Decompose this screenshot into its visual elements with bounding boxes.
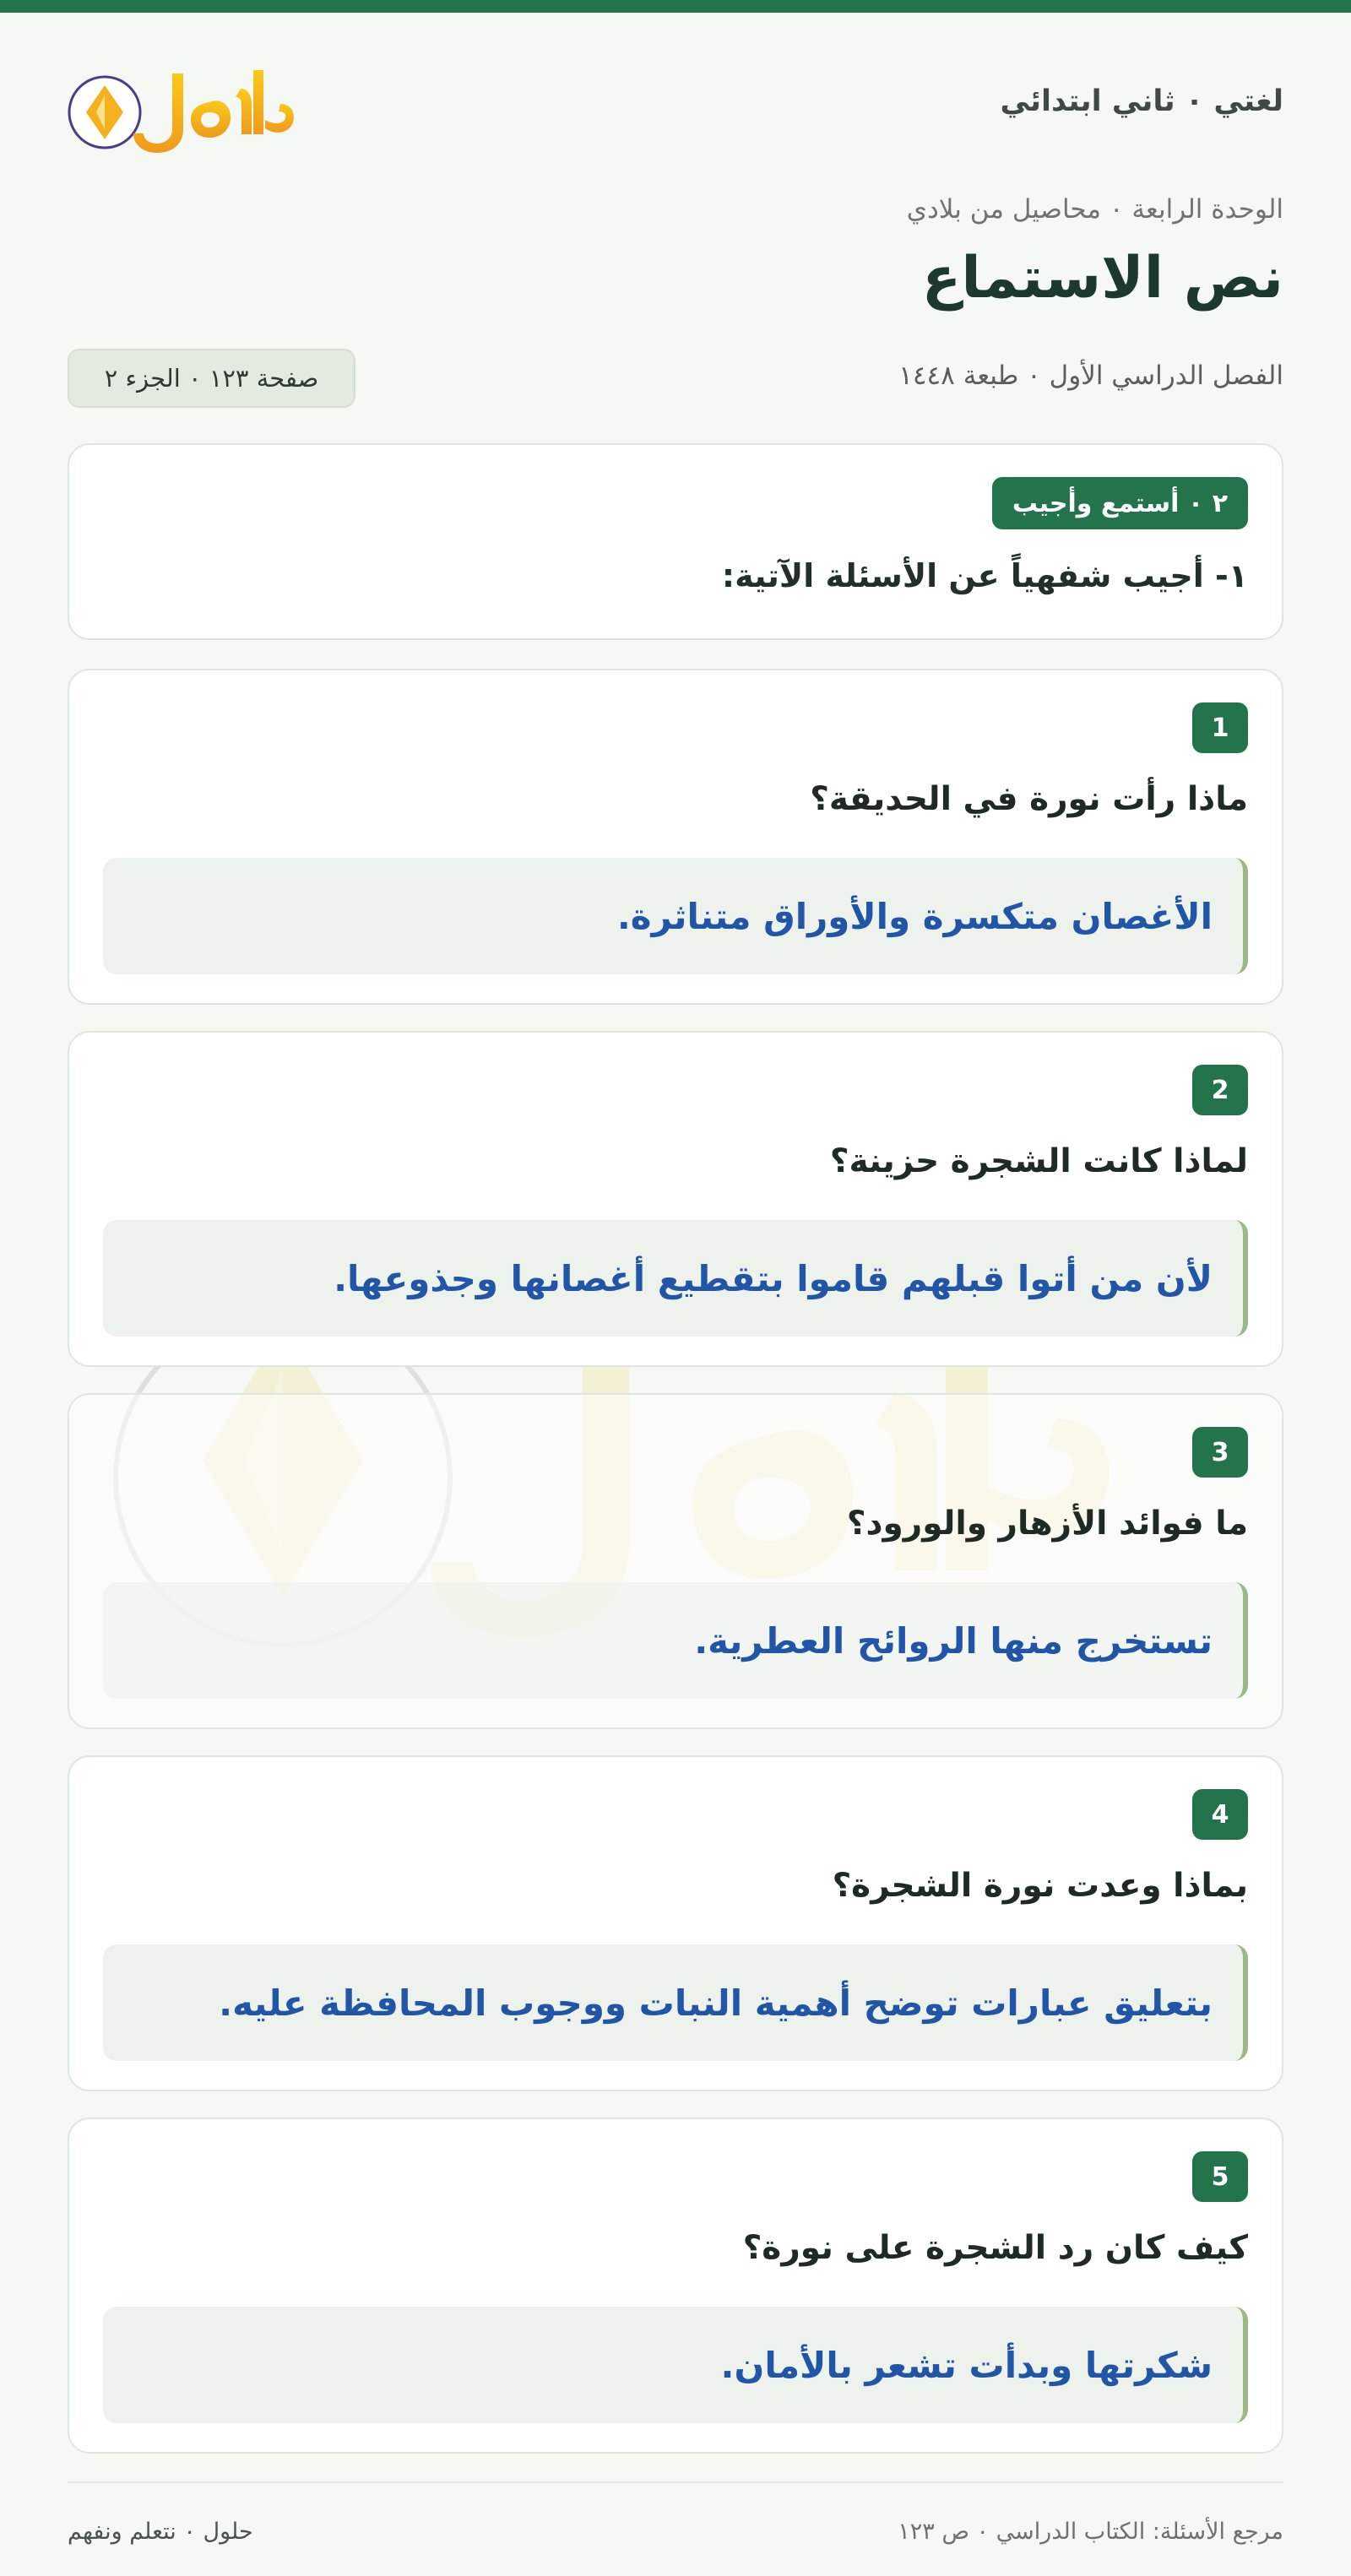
footer-brand: حلول ٠ نتعلم ونفهم [68,2519,253,2545]
question-text: ماذا رأت نورة في الحديقة؟ [810,780,1248,818]
answer-box: بتعليق عبارات توضح أهمية النبات ووجوب المحافظة عليه. [103,1944,1248,2061]
section-tag: ٢ ٠ أستمع وأجيب [992,477,1248,529]
footer-divider [68,2481,1283,2483]
question-number-badge: 4 [1192,1789,1248,1840]
answer-box: الأغصان متكسرة والأوراق متناثرة. [103,858,1248,974]
instruction-card [68,443,1283,640]
question-number-badge: 1 [1192,702,1248,753]
question-text: لماذا كانت الشجرة حزينة؟ [829,1142,1248,1180]
answer-box: شكرتها وبدأت تشعر بالأمان. [103,2307,1248,2423]
question-card [68,1755,1283,2091]
answer-box: لأن من أتوا قبلهم قاموا بتقطيع أغصانها وجذوعها. [103,1220,1248,1337]
question-card [68,1031,1283,1367]
question-text: ما فوائد الأزهار والورود؟ [846,1505,1248,1543]
question-number-badge: 3 [1192,1427,1248,1478]
question-card [68,2118,1283,2454]
header [68,13,1283,198]
question-number-badge: 5 [1192,2151,1248,2202]
instruction-text: ١- أجيب شفهياً عن الأسئلة الآتية: [721,557,1248,594]
hulool-logo[interactable] [68,55,304,165]
question-text: كيف كان رد الشجرة على نورة؟ [742,2229,1248,2267]
book-title: لغتي ٠ ثاني ابتدائي [1000,84,1283,118]
footer-reference: مرجع الأسئلة: الكتاب الدراسي ٠ ص ١٢٣ [898,2519,1283,2545]
question-card [68,669,1283,1005]
answer-box: تستخرج منها الروائح العطرية. [103,1582,1248,1699]
semester-line: الفصل الدراسي الأول ٠ طبعة ١٤٤٨ [898,361,1283,391]
question-text: بماذا وعدت نورة الشجرة؟ [832,1867,1248,1905]
page-content [68,13,1283,2545]
page-title: نص الاستماع [921,245,1283,312]
question-card [68,1393,1283,1729]
page-badge: صفحة ١٢٣ ٠ الجزء ٢ [68,349,355,408]
question-number-badge: 2 [1192,1065,1248,1115]
top-accent-bar [0,0,1351,13]
unit-subtitle: الوحدة الرابعة ٠ محاصيل من بلادي [906,194,1283,225]
